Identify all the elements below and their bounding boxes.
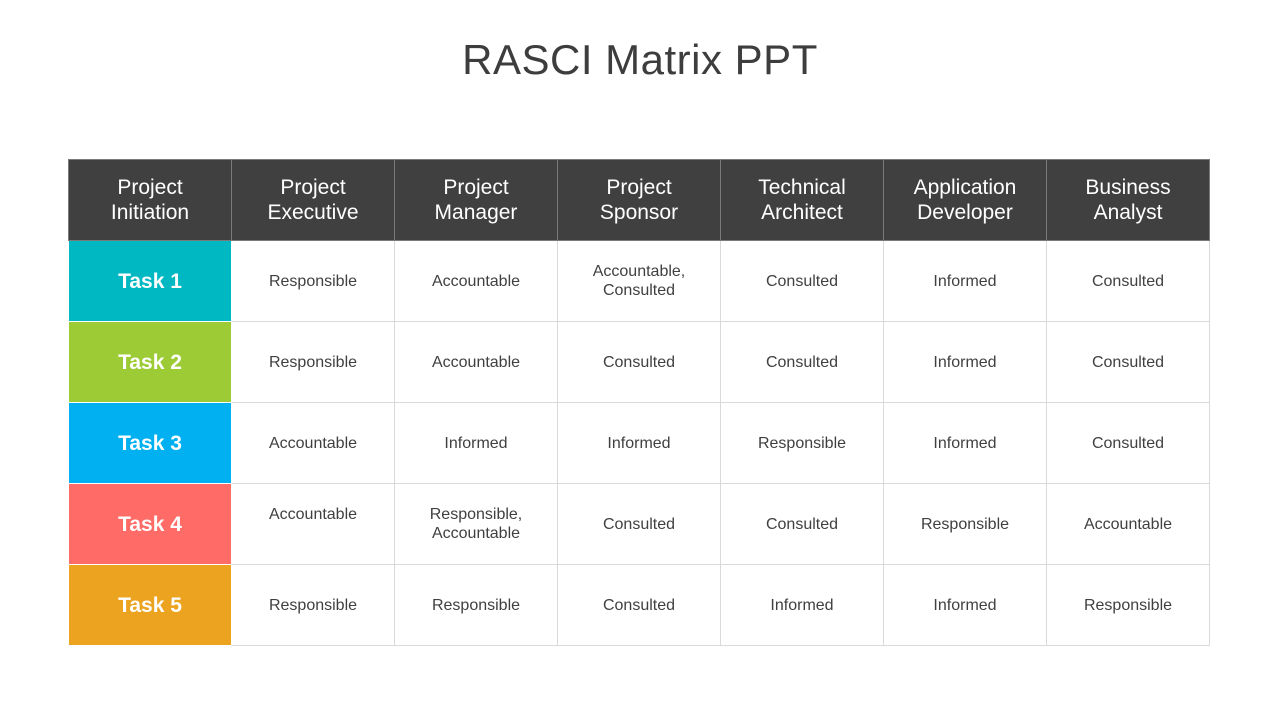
table-cell: Informed (558, 403, 721, 484)
column-header-project-executive: Project Executive (232, 160, 395, 241)
table-cell: Accountable (232, 403, 395, 484)
table-cell: Consulted (1047, 241, 1210, 322)
table-cell: Consulted (1047, 322, 1210, 403)
table-cell: Informed (395, 403, 558, 484)
page-title: RASCI Matrix PPT (462, 36, 818, 83)
table-cell: Consulted (721, 241, 884, 322)
table-header-row (69, 160, 1210, 241)
table-row (69, 484, 1210, 565)
table-cell: Consulted (721, 322, 884, 403)
table-cell: Responsible (232, 241, 395, 322)
table-row (69, 241, 1210, 322)
table-cell: Informed (884, 403, 1047, 484)
table-cell: Consulted (558, 322, 721, 403)
table-cell: Accountable (232, 484, 395, 565)
table-cell: Responsible (884, 484, 1047, 565)
table-cell: Informed (884, 565, 1047, 646)
task-label-cell: Task 5 (69, 565, 232, 646)
task-label-cell: Task 2 (69, 322, 232, 403)
task-label-cell: Task 4 (69, 484, 232, 565)
table-row (69, 403, 1210, 484)
column-header-business-analyst: Business Analyst (1047, 160, 1210, 241)
table-cell: Informed (884, 322, 1047, 403)
table-cell: Responsible (1047, 565, 1210, 646)
task-label-cell: Task 3 (69, 403, 232, 484)
task-label-cell: Task 1 (69, 241, 232, 322)
table-cell: Accountable, Consulted (558, 241, 721, 322)
table-cell: Responsible (232, 565, 395, 646)
table-row (69, 322, 1210, 403)
table-cell: Responsible (395, 565, 558, 646)
column-header-project-sponsor: Project Sponsor (558, 160, 721, 241)
table-row (69, 565, 1210, 646)
rasci-matrix-table (68, 159, 1210, 646)
column-header-technical-architect: Technical Architect (721, 160, 884, 241)
table-cell: Responsible (232, 322, 395, 403)
table-cell: Responsible, Accountable (395, 484, 558, 565)
table-cell: Consulted (1047, 403, 1210, 484)
column-header-project-manager: Project Manager (395, 160, 558, 241)
table-cell: Consulted (558, 565, 721, 646)
table-cell: Informed (884, 241, 1047, 322)
table-cell: Consulted (721, 484, 884, 565)
table-cell: Responsible (721, 403, 884, 484)
table-cell: Accountable (395, 241, 558, 322)
table-cell: Accountable (1047, 484, 1210, 565)
table-cell: Consulted (558, 484, 721, 565)
column-header-project-initiation: Project Initiation (69, 160, 232, 241)
table-cell: Informed (721, 565, 884, 646)
table-cell: Accountable (395, 322, 558, 403)
column-header-application-developer: Application Developer (884, 160, 1047, 241)
